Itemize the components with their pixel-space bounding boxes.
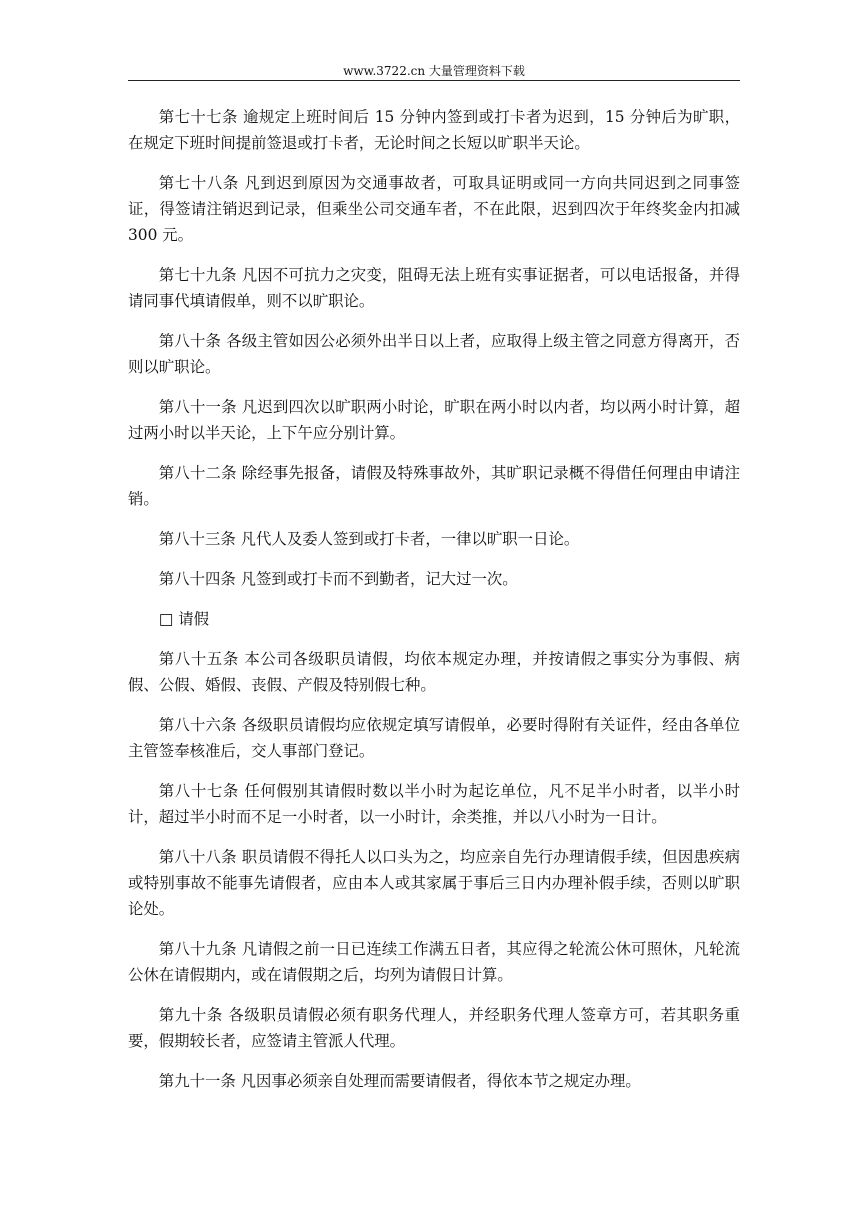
article-86: 第八十六条 各级职员请假均应依规定填写请假单，必要时得附有关证件，经由各单位主管签奉核准后，交人事部门登记。 xyxy=(128,716,740,760)
article-89: 第八十九条 凡请假之前一日已连续工作满五日者，其应得之轮流公休可照休，凡轮流公休在请假期内，或在请假期之后，均列为请假日计算。 xyxy=(128,940,740,984)
article-83: 第八十三条 凡代人及委人签到或打卡者，一律以旷职一日论。 xyxy=(158,530,580,548)
article-80: 第八十条 各级主管如因公必须外出半日以上者，应取得上级主管之同意方得离开，否则以旷职论。 xyxy=(128,332,740,376)
page-header: www.3722.cn 大量管理资料下载 xyxy=(343,64,525,78)
section-heading-leave: □ 请假 xyxy=(158,610,210,628)
article-79: 第七十九条 凡因不可抗力之灾变，阻碍无法上班有实事证据者，可以电话报备，并得请同事代填请假单，则不以旷职论。 xyxy=(128,266,740,310)
article-85: 第八十五条 本公司各级职员请假，均依本规定办理，并按请假之事实分为事假、病假、公假、婚假、丧假、产假及特别假七种。 xyxy=(128,650,740,694)
article-90: 第九十条 各级职员请假必须有职务代理人，并经职务代理人签章方可，若其职务重要，假期较长者，应签请主管派人代理。 xyxy=(128,1006,740,1050)
document-body xyxy=(128,104,740,1108)
header-rule xyxy=(128,80,740,81)
article-84: 第八十四条 凡签到或打卡而不到勤者，记大过一次。 xyxy=(158,570,518,588)
article-77: 第七十七条 逾规定上班时间后 15 分钟内签到或打卡者为迟到，15 分钟后为旷职，在规定下班时间提前签退或打卡者，无论时间之长短以旷职半天论。 xyxy=(128,108,740,152)
article-88: 第八十八条 职员请假不得托人以口头为之，均应亲自先行办理请假手续，但因患疾病或特别事故不能事先请假者，应由本人或其家属于事后三日内办理补假手续，否则以旷职论处。 xyxy=(128,848,740,918)
article-78: 第七十八条 凡到迟到原因为交通事故者，可取具证明或同一方向共同迟到之同事签证，得签请注销迟到记录，但乘坐公司交通车者，不在此限，迟到四次于年终奖金内扣减 300 元。 xyxy=(128,174,740,244)
article-91: 第九十一条 凡因事必须亲自处理而需要请假者，得依本节之规定办理。 xyxy=(158,1072,641,1090)
article-82: 第八十二条 除经事先报备，请假及特殊事故外，其旷职记录概不得借任何理由申请注销。 xyxy=(128,464,740,508)
article-81: 第八十一条 凡迟到四次以旷职两小时论，旷职在两小时以内者，均以两小时计算，超过两小时以半天论，上下午应分别计算。 xyxy=(128,398,740,442)
article-87: 第八十七条 任何假别其请假时数以半小时为起讫单位，凡不足半小时者，以半小时计，超过半小时而不足一小时者，以一小时计，余类推，并以八小时为一日计。 xyxy=(128,782,740,826)
